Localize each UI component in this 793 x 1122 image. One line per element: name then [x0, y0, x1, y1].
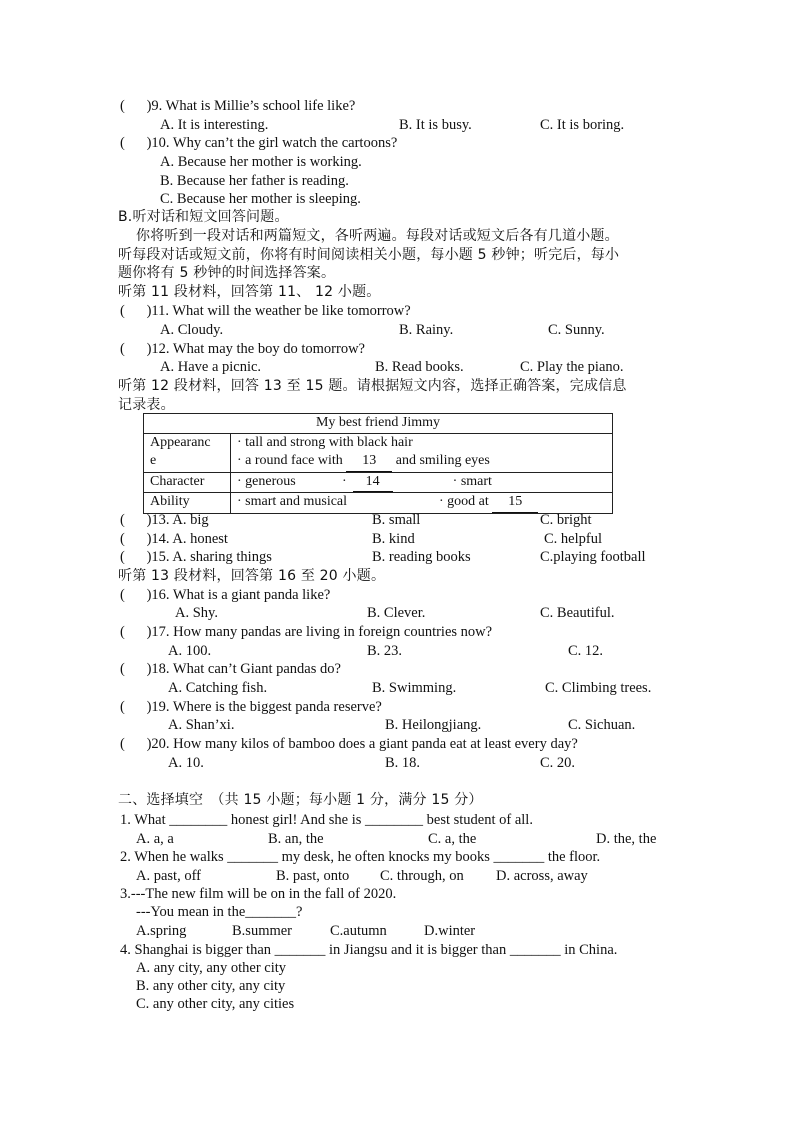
q20-option-c: C. 20. — [540, 755, 576, 771]
q13-option-c: C. bright — [540, 512, 592, 528]
question-14: ( )14. A. honest — [120, 531, 228, 547]
q20-option-a: A. 10. — [168, 755, 204, 771]
q9-option-c: C. It is boring. — [540, 117, 625, 133]
q11-option-a: A. Cloudy. — [160, 322, 224, 338]
table-title: My best friend Jimmy — [144, 414, 613, 434]
blank-14[interactable]: 14 — [353, 473, 393, 493]
fill-question-3-reply: ---You mean in the_______? — [136, 904, 303, 920]
appearance-cell — [231, 433, 613, 472]
fill-q1-option-d: D. the, the — [596, 831, 657, 847]
appearance-line-1: · tall and strong with black hair — [237, 434, 413, 450]
fill-q3-option-a: A.spring — [136, 923, 187, 939]
q16-option-a: A. Shy. — [175, 605, 218, 621]
q18-option-a: A. Catching fish. — [168, 680, 268, 696]
fill-q4-option-a: A. any city, any other city — [136, 960, 287, 976]
q9-option-b: B. It is busy. — [399, 117, 472, 133]
fill-q4-option-b: B. any other city, any city — [136, 978, 286, 994]
q15-option-c: C.playing football — [540, 549, 646, 565]
section-b-instruction-2: 听每段对话或短文前，你将有时间阅读相关小题，每小题 5 秒钟；听完后，每小 — [118, 247, 620, 263]
material-11-heading: 听第 11 段材料，回答第 11、 12 小题。 — [118, 284, 381, 300]
part-2-title: 二、选择填空 （共 15 小题；每小题 1 分，满分 15 分） — [118, 792, 483, 808]
fill-question-2: 2. When he walks _______ my desk, he often knocks my books _______ the floor. — [120, 849, 601, 865]
info-record-table — [143, 413, 613, 514]
q16-option-b: B. Clever. — [367, 605, 426, 621]
material-12-heading-cont: 记录表。 — [118, 397, 175, 413]
q10-option-b: B. Because her father is reading. — [160, 173, 349, 189]
fill-q3-option-b: B.summer — [232, 923, 293, 939]
fill-q2-option-d: D. across, away — [496, 868, 588, 884]
q14-option-b: B. kind — [372, 531, 415, 547]
q15-option-b: B. reading books — [372, 549, 471, 565]
question-20: ( )20. How many kilos of bamboo does a giant panda eat at least every day? — [120, 736, 578, 752]
fill-q1-option-b: B. an, the — [268, 831, 324, 847]
q11-option-c: C. Sunny. — [548, 322, 605, 338]
q18-option-c: C. Climbing trees. — [545, 680, 652, 696]
fill-q4-option-c: C. any other city, any cities — [136, 996, 295, 1012]
question-9: ( )9. What is Millie’s school life like? — [120, 98, 356, 114]
q17-option-b: B. 23. — [367, 643, 403, 659]
q18-option-b: B. Swimming. — [372, 680, 457, 696]
section-b-instruction-1: 你将听到一段对话和两篇短文，各听两遍。每段对话或短文后各有几道小题。 — [136, 228, 619, 244]
question-12: ( )12. What may the boy do tomorrow? — [120, 341, 365, 357]
label-character: Character — [144, 472, 231, 493]
question-15: ( )15. A. sharing things — [120, 549, 272, 565]
fill-q3-option-c: C.autumn — [330, 923, 387, 939]
question-18: ( )18. What can’t Giant pandas do? — [120, 661, 341, 677]
label-ability: Ability — [144, 493, 231, 514]
fill-q2-option-a: A. past, off — [136, 868, 201, 884]
q9-option-a: A. It is interesting. — [160, 117, 269, 133]
q12-option-a: A. Have a picnic. — [160, 359, 262, 375]
q10-option-a: A. Because her mother is working. — [160, 154, 362, 170]
question-11: ( )11. What will the weather be like tomorrow? — [120, 303, 411, 319]
blank-15[interactable]: 15 — [492, 493, 538, 513]
q19-option-b: B. Heilongjiang. — [385, 717, 482, 733]
blank-13[interactable]: 13 — [346, 452, 392, 472]
material-13-heading: 听第 13 段材料，回答第 16 至 20 小题。 — [118, 568, 386, 584]
question-16: ( )16. What is a giant panda like? — [120, 587, 331, 603]
q14-option-c: C. helpful — [544, 531, 602, 547]
appearance-line-2: · a round face with 13 and smiling eyes — [237, 452, 612, 472]
section-b-instruction-3: 题你将有 5 秒钟的时间选择答案。 — [118, 265, 336, 281]
fill-q3-option-d: D.winter — [424, 923, 476, 939]
fill-q1-option-a: A. a, a — [136, 831, 174, 847]
q12-option-b: B. Read books. — [375, 359, 464, 375]
q17-option-c: C. 12. — [568, 643, 604, 659]
q20-option-b: B. 18. — [385, 755, 421, 771]
material-12-heading: 听第 12 段材料，回答 13 至 15 题。请根据短文内容，选择正确答案，完成信息 — [118, 378, 627, 394]
label-appearance: Appearanc e — [144, 433, 231, 472]
question-17: ( )17. How many pandas are living in foreign countries now? — [120, 624, 493, 640]
q11-option-b: B. Rainy. — [399, 322, 454, 338]
ability-cell: · smart and musical · good at 15 — [231, 493, 613, 514]
fill-question-3: 3.---The new film will be on in the fall of 2020. — [120, 886, 397, 902]
q13-option-b: B. small — [372, 512, 421, 528]
character-cell: · generous · 14 · smart — [231, 472, 613, 493]
q10-option-c: C. Because her mother is sleeping. — [160, 191, 361, 207]
fill-question-1: 1. What ________ honest girl! And she is ________ best student of all. — [120, 812, 533, 828]
fill-q2-option-b: B. past, onto — [276, 868, 350, 884]
q17-option-a: A. 100. — [168, 643, 212, 659]
q16-option-c: C. Beautiful. — [540, 605, 615, 621]
question-10: ( )10. Why can’t the girl watch the cartoons? — [120, 135, 398, 151]
q19-option-c: C. Sichuan. — [568, 717, 636, 733]
fill-question-4: 4. Shanghai is bigger than _______ in Jiangsu and it is bigger than _______ in China. — [120, 942, 618, 958]
q12-option-c: C. Play the piano. — [520, 359, 624, 375]
question-13: ( )13. A. big — [120, 512, 209, 528]
fill-q2-option-c: C. through, on — [380, 868, 464, 884]
question-19: ( )19. Where is the biggest panda reserve? — [120, 699, 382, 715]
section-b-title: B.听对话和短文回答问题。 — [118, 209, 289, 225]
fill-q1-option-c: C. a, the — [428, 831, 477, 847]
q19-option-a: A. Shan’xi. — [168, 717, 235, 733]
